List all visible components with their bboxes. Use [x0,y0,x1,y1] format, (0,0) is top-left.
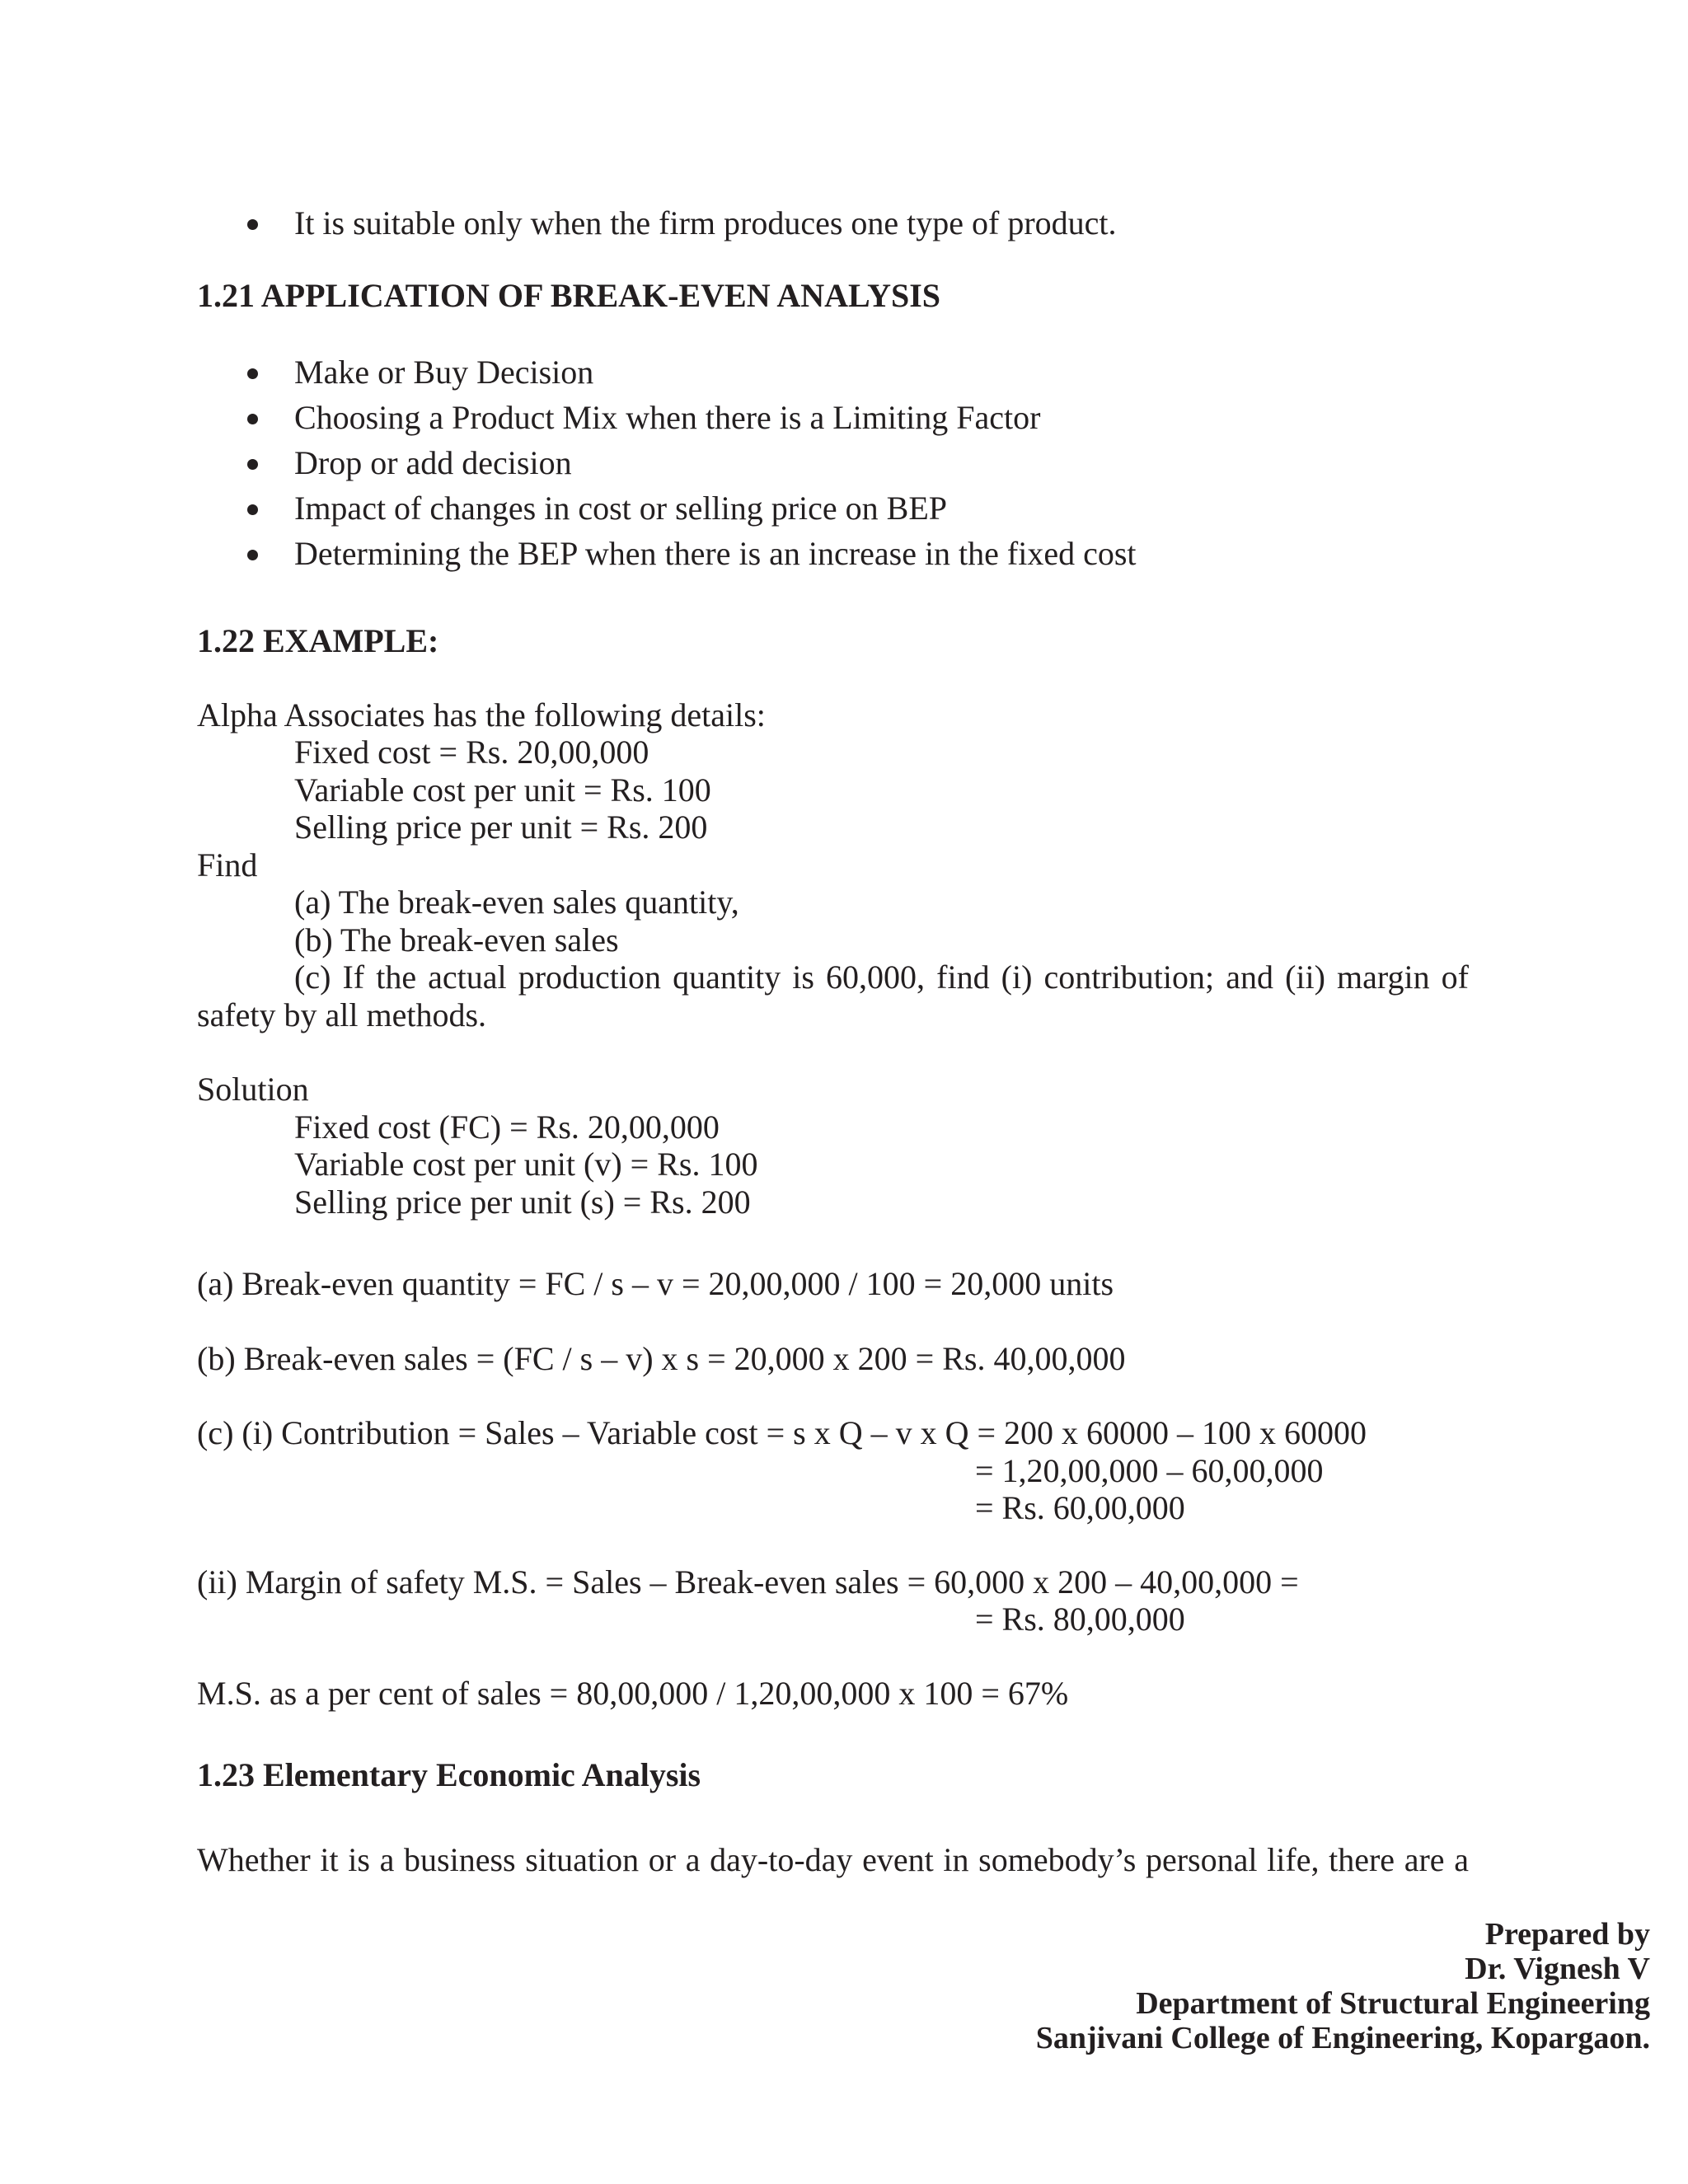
bullet-icon [247,368,258,379]
bullet-icon [247,219,258,230]
application-item: Determining the BEP when there is an increase in the fixed cost [294,535,1137,572]
ms-percent: M.S. as a per cent of sales = 80,00,000 / 1,20,00,000 x 100 = 67% [197,1675,1069,1712]
section-123-text: Whether it is a business situation or a day-to-day event in somebody’s personal life, there are a [197,1841,1469,1878]
solution-given-item: Variable cost per unit (v) = Rs. 100 [294,1146,758,1183]
bullet-icon [247,459,258,470]
find-item: (a) The break-even sales quantity, [294,883,739,921]
bullet-icon [247,550,258,560]
answer-a: (a) Break-even quantity = FC / s – v = 20,00,000 / 100 = 20,000 units [197,1265,1114,1302]
footer-prepared-by: Prepared by [1484,1917,1650,1952]
bullet-icon [247,414,258,424]
bullet-text: It is suitable only when the firm produces one type of product. [294,204,1117,241]
example-intro: Alpha Associates has the following details: [197,696,766,733]
find-item: (c) If the actual production quantity is 60,000, find (i) contribution; and (ii) margin of [294,958,1469,996]
answer-b: (b) Break-even sales = (FC / s – v) x s = 20,000 x 200 = Rs. 40,00,000 [197,1340,1126,1377]
application-item: Impact of changes in cost or selling price on BEP [294,490,948,527]
footer-college: Sanjivani College of Engineering, Kopargaon. [1035,2021,1650,2055]
given-item: Fixed cost = Rs. 20,00,000 [294,733,649,771]
given-item: Variable cost per unit = Rs. 100 [294,771,711,808]
section-heading-123: 1.23 Elementary Economic Analysis [197,1756,701,1793]
answer-c-ii-result: = Rs. 80,00,000 [975,1601,1185,1638]
footer-author: Dr. Vignesh V [1465,1952,1650,1986]
given-item: Selling price per unit = Rs. 200 [294,808,708,846]
answer-c-ii: (ii) Margin of safety M.S. = Sales – Break-even sales = 60,000 x 200 – 40,00,000 = [197,1563,1299,1601]
application-item: Choosing a Product Mix when there is a Limiting Factor [294,399,1041,436]
bullet-icon [247,504,258,515]
find-label: Find [197,846,258,883]
answer-c-i: (c) (i) Contribution = Sales – Variable cost = s x Q – v x Q = 200 x 60000 – 100 x 60000 [197,1414,1367,1451]
solution-label: Solution [197,1071,309,1108]
solution-given-item: Selling price per unit (s) = Rs. 200 [294,1183,751,1221]
answer-c-i-step: = 1,20,00,000 – 60,00,000 [975,1452,1324,1489]
find-item: (b) The break-even sales [294,921,619,958]
footer-department: Department of Structural Engineering [1136,1986,1650,2021]
application-item: Drop or add decision [294,444,572,481]
section-heading-121: 1.21 APPLICATION OF BREAK-EVEN ANALYSIS [197,277,941,314]
solution-given-item: Fixed cost (FC) = Rs. 20,00,000 [294,1108,720,1146]
section-heading-122: 1.22 EXAMPLE: [197,622,439,659]
application-item: Make or Buy Decision [294,354,594,391]
answer-c-i-result: = Rs. 60,00,000 [975,1489,1185,1526]
find-item-continuation: safety by all methods. [197,996,487,1033]
